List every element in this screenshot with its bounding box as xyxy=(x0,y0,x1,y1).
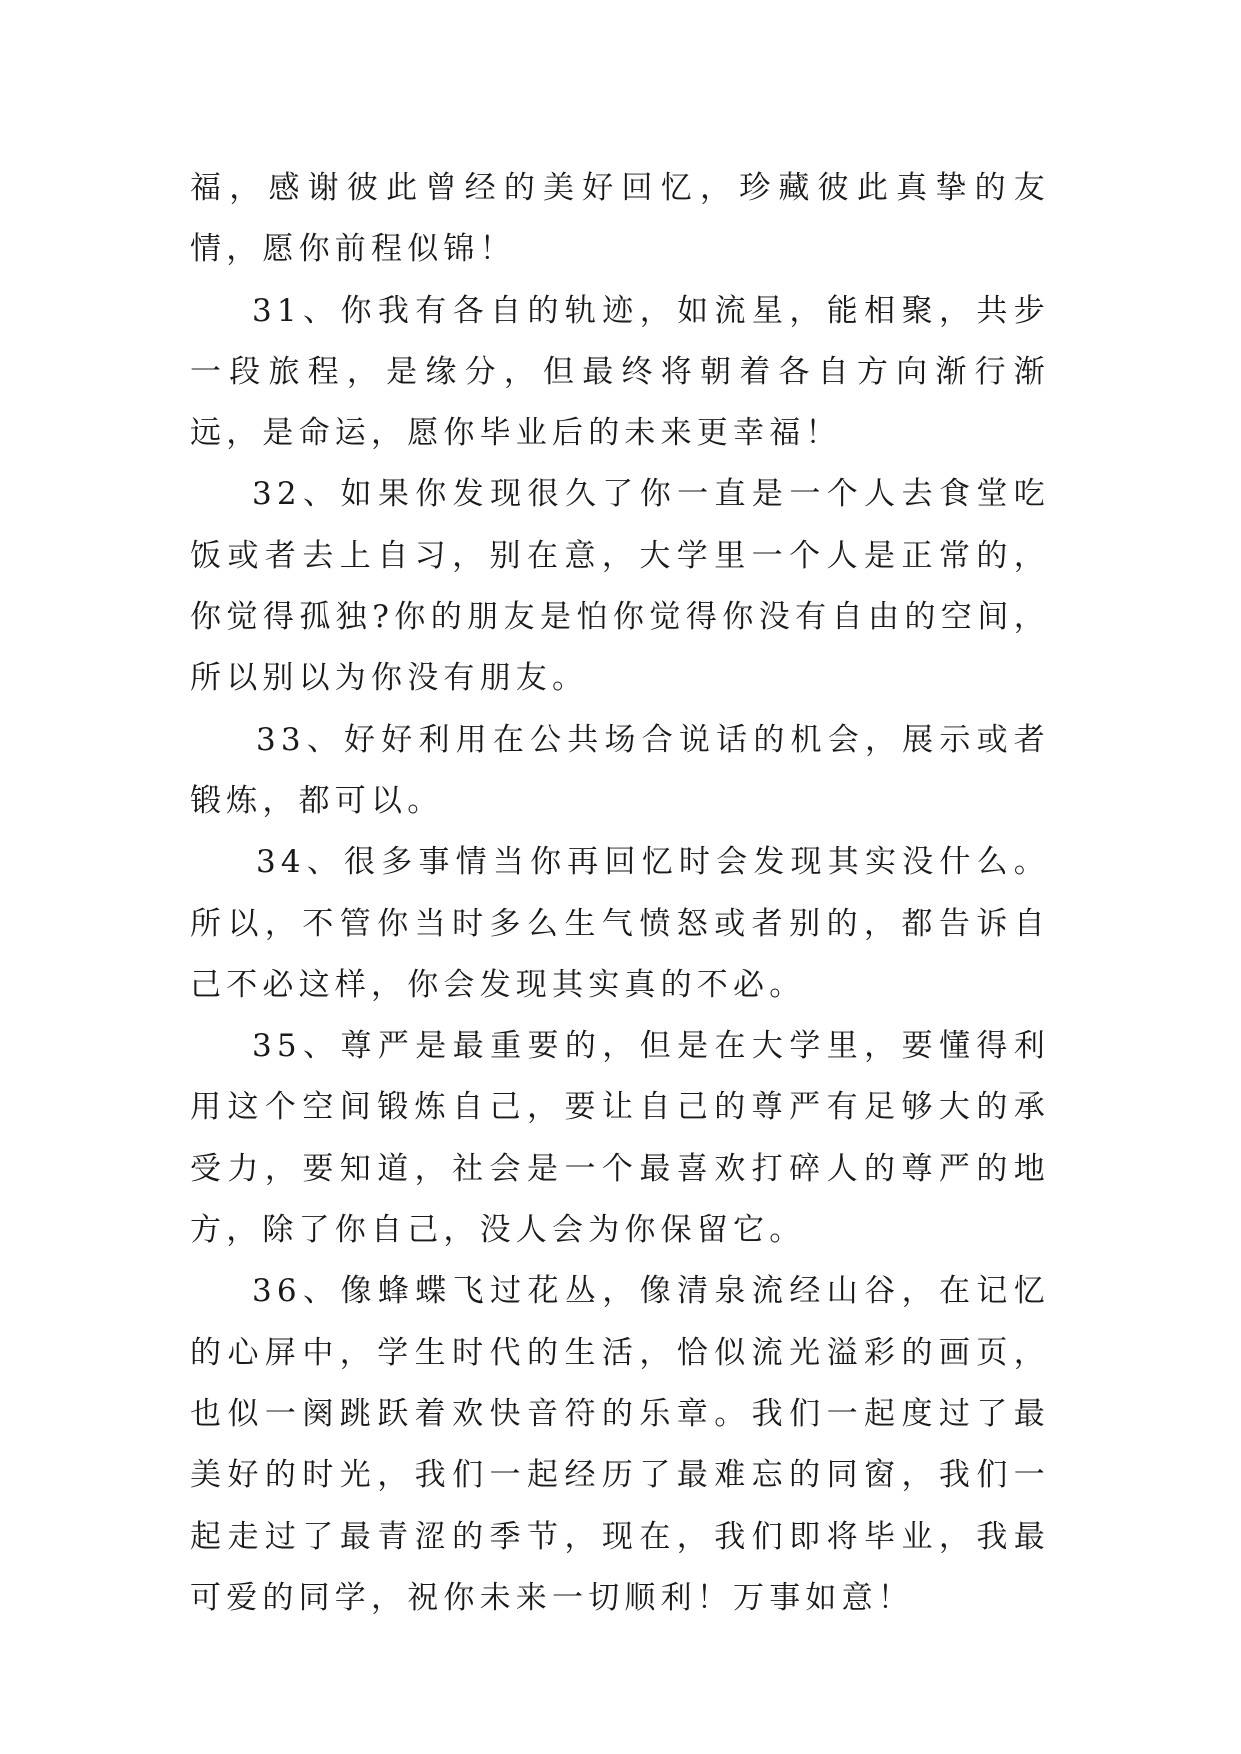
paragraph-34: 34、很多事情当你再回忆时会发现其实没什么。所以，不管你当时多么生气愤怒或者别的，都告诉自己不必这样，你会发现其实真的不必。 xyxy=(190,844,1050,1003)
paragraph-continuation: 福，感谢彼此曾经的美好回忆，珍藏彼此真挚的友情，愿你前程似锦！ xyxy=(190,170,1050,268)
paragraph-31: 31、你我有各自的轨迹，如流星，能相聚，共步一段旅程，是缘分，但最终将朝着各自方向渐行渐远，是命运，愿你毕业后的未来更幸福！ xyxy=(190,292,1050,452)
paragraph-33: 33、好好利用在公共场合说话的机会，展示或者锻炼，都可以。 xyxy=(190,721,1050,819)
document-body xyxy=(190,158,1050,1629)
paragraph-32: 32、如果你发现很久了你一直是一个人去食堂吃饭或者去上自习，别在意，大学里一个人是正常的，你觉得孤独?你的朋友是怕你觉得你没有自由的空间，所以别以为你没有朋友。 xyxy=(190,476,1050,697)
paragraph-36: 36、像蜂蝶飞过花丛，像清泉流经山谷，在记忆的心屏中，学生时代的生活，恰似流光溢彩的画页，也似一阕跳跃着欢快音符的乐章。我们一起度过了最美好的时光，我们一起经历了最难忘的同窗，我们一起走过了最青涩的季节，现在，我们即将毕业，我最可爱的同学，祝你未来一切顺利！万事如意！ xyxy=(190,1273,1050,1616)
paragraph-35: 35、尊严是最重要的，但是在大学里，要懂得利用这个空间锻炼自己，要让自己的尊严有足够大的承受力，要知道，社会是一个最喜欢打碎人的尊严的地方，除了你自己，没人会为你保留它。 xyxy=(190,1028,1050,1249)
